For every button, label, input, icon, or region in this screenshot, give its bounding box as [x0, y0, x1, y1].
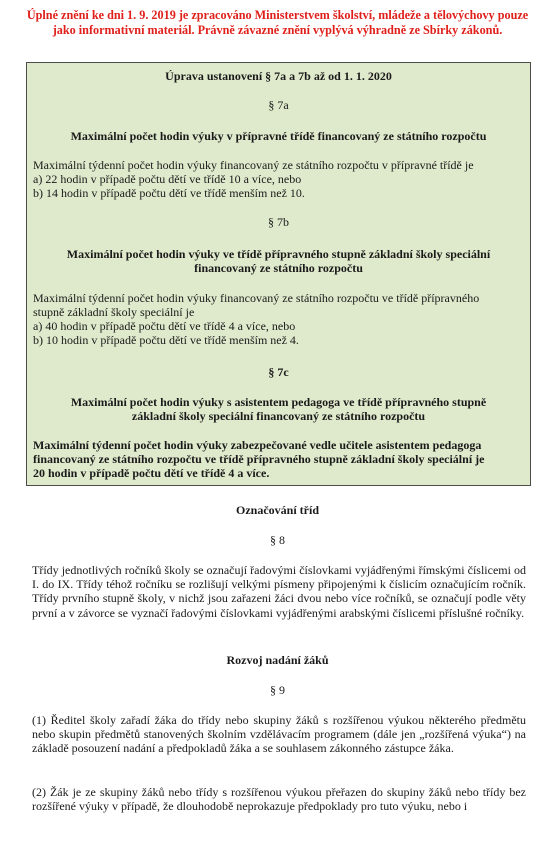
section-7c-body	[33, 438, 524, 480]
section-9-title: Rozvoj nadání žáků	[226, 653, 329, 667]
legal-notice-line-1: Úplné znění ke dni 1. 9. 2019 je zpracováno Ministerstvem školství, mládeže a tělovýchovy pouze	[26, 8, 529, 22]
section-7c-number: § 7c	[268, 365, 289, 379]
section-7b-intro-line-2: stupně základní školy speciální je	[33, 305, 195, 319]
legal-notice	[20, 8, 535, 38]
section-7a-item-a: a) 22 hodin v případě počtu dětí ve třídě 10 a více, nebo	[33, 172, 302, 186]
section-7c-text-line-2: financovaný ze státního rozpočtu ve třídě přípravného stupně základní školy speciální je	[33, 452, 485, 466]
section-7a-body	[33, 158, 524, 200]
legal-notice-line-2: jako informativní materiál. Právně závazné znění vyplývá výhradně ze Sbírky zákonů.	[52, 23, 503, 37]
section-9-number: § 9	[270, 683, 285, 697]
section-7b-item-a: a) 40 hodin v případě počtu dětí ve třídě 4 a více, nebo	[33, 319, 296, 333]
section-7c-text-line-1: Maximální týdenní počet hodin výuky zabezpečované vedle učitele asistentem pedagoga	[33, 438, 482, 452]
section-9-paragraph-1: (1) Ředitel školy zařadí žáka do třídy nebo skupiny žáků s rozšířenou výukou některého předmětu nebo skupin předmětů stanovených školním vzdělávacím programem (dále jen „rozšířená výuka“) na základě posouzení nadání a předpokladů žáka a se souhlasem zákonného zástupce žáka.	[32, 713, 526, 756]
section-7b-item-b: b) 10 hodin v případě počtu dětí ve třídě menším než 4.	[33, 333, 299, 347]
section-8-text: Třídy jednotlivých ročníků školy se označují řadovými číslovkami vyjádřenými římskými číslicemi od I. do IX. Třídy téhož ročníku se rozlišují velkými písmeny připojenými k číslicím označujícím ročník. Třídy prvního stupně školy, v nichž jsou zařazeni žáci dvou nebo více ročníků, se označují podle věty první a v závorce se vyznačí řadovými číslovkami vyjádřenými arabskými číslicemi příslušné ročníky.	[32, 563, 526, 620]
section-8-number: § 8	[270, 533, 285, 547]
section-7a-item-b: b) 14 hodin v případě počtu dětí ve třídě menším než 10.	[33, 186, 305, 200]
section-7a-intro: Maximální týdenní počet hodin výuky financovaný ze státního rozpočtu v přípravné třídě je	[33, 158, 474, 172]
section-7b-heading	[37, 247, 520, 275]
section-7c-heading	[37, 395, 520, 423]
section-7b-number: § 7b	[268, 215, 289, 229]
section-9-paragraph-2: (2) Žák je ze skupiny žáků nebo třídy s rozšířenou výukou přeřazen do skupiny žáků nebo třídy bez rozšířené výuky v případě, že dlouhodobě neprokazuje předpoklady pro tuto výuku, nebo i	[32, 785, 526, 814]
section-7c-text-line-3: 20 hodin v případě počtu dětí ve třídě 4 a více.	[33, 466, 270, 480]
amendment-box	[26, 62, 531, 486]
section-7b-heading-line-2: financovaný ze státního rozpočtu	[194, 261, 363, 275]
amendment-title: Úprava ustanovení § 7a a 7b až od 1. 1. 2020	[165, 69, 392, 83]
section-8-title: Označování tříd	[236, 503, 319, 517]
section-7a-number: § 7a	[268, 98, 289, 112]
section-7b-intro-line-1: Maximální týdenní počet hodin výuky financovaný ze státního rozpočtu ve třídě přípravného	[33, 291, 480, 305]
section-7c-heading-line-1: Maximální počet hodin výuky s asistentem pedagoga ve třídě přípravného stupně	[70, 395, 487, 409]
section-7b-heading-line-1: Maximální počet hodin výuky ve třídě přípravného stupně základní školy speciální	[66, 247, 491, 261]
section-7b-body	[33, 291, 524, 347]
section-7a-heading: Maximální počet hodin výuky v přípravné třídě financovaný ze státního rozpočtu	[70, 129, 487, 143]
section-7c-heading-line-2: základní školy speciální financovaný ze státního rozpočtu	[131, 409, 426, 423]
